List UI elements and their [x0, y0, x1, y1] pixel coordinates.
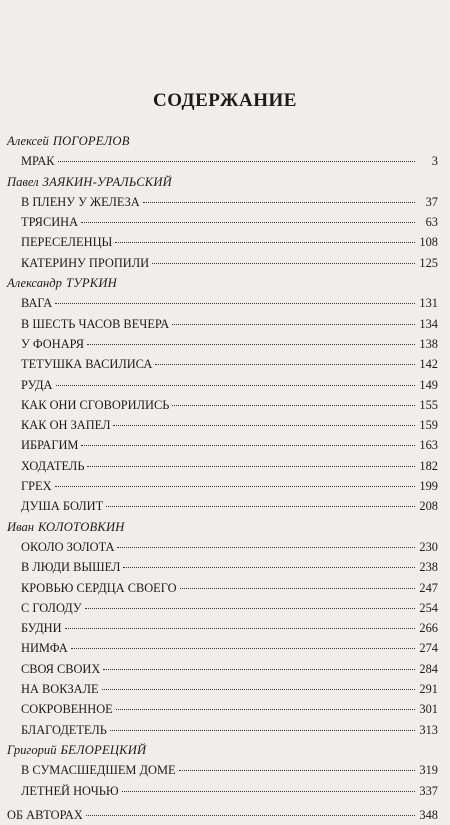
entry-title: БУДНИ [21, 621, 62, 636]
entry-title: ОКОЛО ЗОЛОТА [21, 539, 115, 554]
author-first-name: Александр [7, 276, 62, 291]
entry-title: ЛЕТНЕЙ НОЧЬЮ [21, 783, 119, 798]
author-heading [7, 740, 438, 760]
dot-leader [71, 648, 415, 649]
dot-leader [115, 242, 415, 243]
toc-entry[interactable] [7, 415, 438, 435]
entry-page-number: 208 [419, 499, 438, 514]
author-last-name: ЗАЯКИН-УРАЛЬСКИЙ [42, 174, 172, 189]
dot-leader [113, 425, 415, 426]
dot-leader [180, 588, 415, 589]
toc-entry[interactable] [7, 212, 438, 232]
entry-title: ВАГА [21, 296, 53, 311]
author-first-name: Алексей [7, 134, 49, 148]
toc-entry[interactable] [7, 638, 438, 658]
dot-leader [143, 202, 415, 203]
toc-entry[interactable] [7, 659, 438, 679]
entry-title: ОБ АВТОРАХ [7, 807, 83, 822]
entry-title: БЛАГОДЕТЕЛЬ [21, 722, 107, 737]
toc-entry[interactable] [7, 679, 438, 699]
entry-title: РУДА [21, 377, 53, 392]
author-last-name: БЕЛОРЕЦКИЙ [60, 742, 147, 757]
author-heading [7, 131, 438, 151]
entry-page-number: 3 [431, 154, 438, 169]
dot-leader [81, 222, 415, 223]
entry-page-number: 266 [419, 621, 438, 636]
entry-title: КРОВЬЮ СЕРДЦА СВОЕГО [21, 580, 177, 595]
entry-title: СОКРОВЕННОЕ [21, 702, 113, 717]
toc-entry[interactable] [7, 598, 438, 618]
entry-title: МРАК [21, 154, 55, 169]
dot-leader [58, 161, 415, 162]
entry-page-number: 182 [419, 458, 438, 473]
author-first-name: Григорий [7, 742, 57, 757]
entry-title: В СУМАСШЕДШЕМ ДОМЕ [21, 763, 176, 778]
dot-leader [122, 791, 415, 792]
entry-title: ДУША БОЛИТ [21, 499, 104, 514]
toc-entry[interactable] [7, 314, 438, 334]
entry-title: ТЕТУШКА ВАСИЛИСА [21, 357, 153, 372]
dot-leader [116, 709, 415, 710]
dot-leader [87, 466, 415, 467]
author-last-name: ТУРКИН [65, 276, 117, 291]
toc-entry[interactable] [7, 720, 438, 740]
table-of-contents [7, 131, 438, 825]
entry-title: ПЕРЕСЕЛЕНЦЫ [21, 235, 113, 250]
author-last-name: ПОГОРЕЛОВ [52, 134, 130, 148]
entry-page-number: 284 [419, 661, 438, 676]
entry-page-number: 348 [419, 807, 438, 822]
dot-leader [106, 506, 415, 507]
dot-leader [110, 730, 415, 731]
entry-page-number: 155 [419, 397, 438, 412]
entry-title: В ШЕСТЬ ЧАСОВ ВЕЧЕРА [21, 316, 170, 331]
toc-entry[interactable] [7, 476, 438, 496]
toc-entry[interactable] [7, 699, 438, 719]
entry-title: ТРЯСИНА [21, 215, 79, 230]
dot-leader [152, 263, 415, 264]
entry-page-number: 149 [419, 377, 438, 392]
entry-title: КАК ОН ЗАПЕЛ [21, 418, 111, 433]
entry-page-number: 238 [419, 560, 438, 575]
entry-title: СВОЯ СВОИХ [21, 661, 101, 676]
dot-leader [172, 405, 415, 406]
author-last-name: КОЛОТОВКИН [38, 519, 125, 534]
entry-page-number: 291 [419, 682, 438, 697]
entry-page-number: 138 [419, 336, 438, 351]
toc-entry[interactable] [7, 232, 438, 252]
author-first-name: Павел [7, 174, 39, 189]
entry-page-number: 108 [419, 235, 438, 250]
entry-page-number: 131 [419, 296, 438, 311]
entry-title: ИБРАГИМ [21, 438, 79, 453]
entry-title: НИМФА [21, 641, 68, 656]
entry-page-number: 337 [419, 783, 438, 798]
author-heading [7, 273, 438, 293]
toc-entry[interactable] [7, 537, 438, 557]
entry-title: С ГОЛОДУ [21, 600, 82, 615]
entry-title: ГРЕХ [21, 479, 52, 494]
toc-entry[interactable] [7, 192, 438, 212]
entry-title: В ПЛЕНУ У ЖЕЛЕЗА [21, 194, 140, 209]
entry-page-number: 37 [425, 194, 438, 209]
toc-entry[interactable] [7, 805, 438, 825]
entry-title: В ЛЮДИ ВЫШЕЛ [21, 560, 121, 575]
entry-page-number: 274 [419, 641, 438, 656]
dot-leader [87, 344, 415, 345]
toc-entry[interactable] [7, 334, 438, 354]
entry-title: ХОДАТЕЛЬ [21, 458, 85, 473]
author-heading [7, 517, 438, 537]
dot-leader [55, 303, 415, 304]
entry-page-number: 230 [419, 539, 438, 554]
dot-leader [172, 324, 415, 325]
toc-entry[interactable] [7, 375, 438, 395]
entry-page-number: 247 [419, 580, 438, 595]
entry-page-number: 301 [419, 702, 438, 717]
toc-entry[interactable] [7, 395, 438, 415]
entry-page-number: 254 [419, 600, 438, 615]
entry-page-number: 125 [419, 255, 438, 270]
dot-leader [81, 445, 415, 446]
toc-entry[interactable] [7, 253, 438, 273]
dot-leader [103, 669, 415, 670]
toc-entry[interactable] [7, 578, 438, 598]
entry-title: КАТЕРИНУ ПРОПИЛИ [21, 255, 150, 270]
author-heading [7, 172, 438, 192]
toc-entry[interactable] [7, 354, 438, 374]
entry-page-number: 319 [419, 763, 438, 778]
dot-leader [85, 608, 415, 609]
dot-leader [55, 486, 415, 487]
dot-leader [117, 547, 415, 548]
toc-entry[interactable] [7, 293, 438, 313]
dot-leader [179, 770, 415, 771]
toc-entry[interactable] [7, 496, 438, 516]
entry-page-number: 63 [425, 215, 438, 230]
dot-leader [155, 364, 415, 365]
entry-page-number: 142 [419, 357, 438, 372]
entry-page-number: 163 [419, 438, 438, 453]
entry-page-number: 199 [419, 479, 438, 494]
toc-entry[interactable] [7, 151, 438, 171]
toc-entry[interactable] [7, 435, 438, 455]
entry-title: КАК ОНИ СГОВОРИЛИСЬ [21, 397, 170, 412]
toc-entry[interactable] [7, 781, 438, 801]
dot-leader [86, 815, 415, 816]
author-first-name: Иван [7, 519, 35, 534]
toc-entry[interactable] [7, 760, 438, 780]
dot-leader [123, 567, 415, 568]
toc-entry[interactable] [7, 618, 438, 638]
entry-page-number: 134 [419, 316, 438, 331]
entry-page-number: 313 [419, 722, 438, 737]
entry-title: У ФОНАРЯ [21, 336, 85, 351]
contents-title: СОДЕРЖАНИЕ [153, 90, 297, 111]
dot-leader [65, 628, 415, 629]
entry-page-number: 159 [419, 418, 438, 433]
entry-title: НА ВОКЗАЛЕ [21, 682, 99, 697]
toc-entry[interactable] [7, 456, 438, 476]
dot-leader [102, 689, 415, 690]
toc-entry[interactable] [7, 557, 438, 577]
dot-leader [56, 385, 415, 386]
